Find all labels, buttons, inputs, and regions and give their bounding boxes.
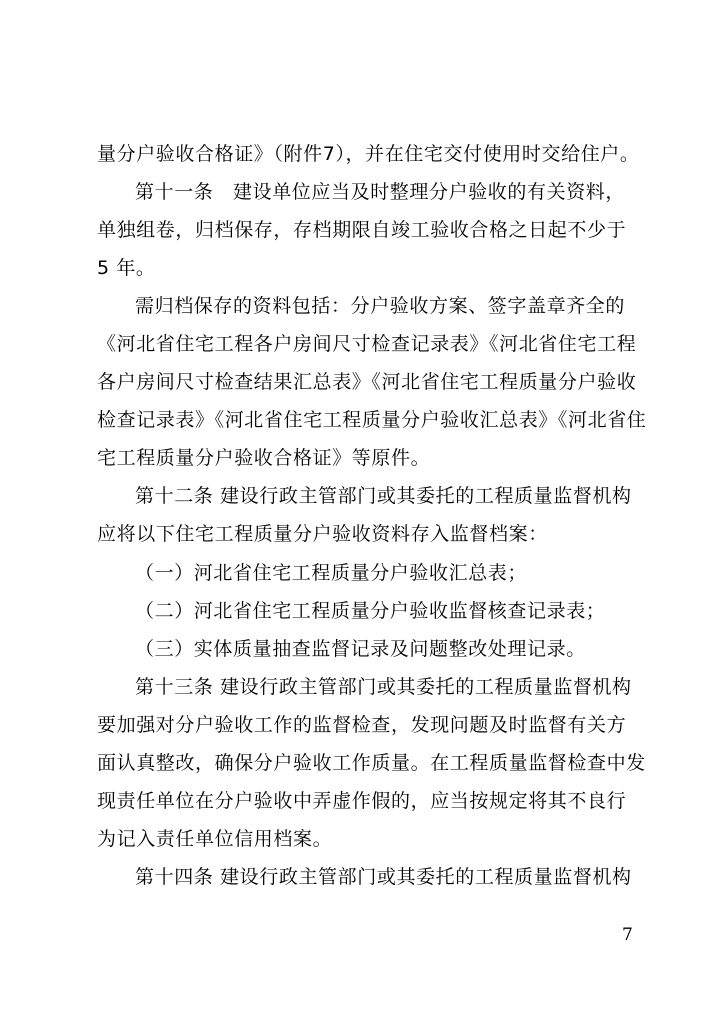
- list-item: （二）河北省住宅工程质量分户验收监督核查记录表；: [135, 600, 606, 622]
- text-line: 第十四条 建设行政主管部门或其委托的工程质量监督机构: [135, 866, 632, 888]
- text-line: 5 年。: [97, 257, 156, 279]
- text-line: 现责任单位在分户验收中弄虚作假的，应当按规定将其不良行: [97, 790, 627, 812]
- text-line: 面认真整改，确保分户验收工作质量。在工程质量监督检查中发: [97, 752, 646, 774]
- text-line: 检查记录表》《河北省住宅工程质量分户验收汇总表》《河北省住: [97, 409, 647, 431]
- page-number: 7: [622, 925, 633, 945]
- text-line: 为记入责任单位信用档案。: [97, 828, 333, 850]
- text-line: 第十一条 建设单位应当及时整理分户验收的有关资料，: [135, 181, 626, 203]
- text-line: 各户房间尺寸检查结果汇总表》《河北省住宅工程质量分户验收: [97, 371, 637, 393]
- text-line: 要加强对分户验收工作的监督检查，发现问题及时监督有关方: [97, 714, 627, 736]
- text-line: 应将以下住宅工程质量分户验收资料存入监督档案：: [97, 523, 548, 545]
- text-line: 第十二条 建设行政主管部门或其委托的工程质量监督机构: [135, 485, 632, 507]
- list-item: （三）实体质量抽查监督记录及问题整改处理记录。: [135, 638, 586, 660]
- text-line: 需归档保存的资料包括：分户验收方案、签字盖章齐全的: [135, 295, 626, 317]
- text-line: 宅工程质量分户验收合格证》等原件。: [97, 447, 431, 469]
- text-line: 《河北省住宅工程各户房间尺寸检查记录表》《河北省住宅工程: [97, 333, 637, 355]
- text-line: 量分户验收合格证》（附件7），并在住宅交付使用时交给住户。: [97, 143, 640, 165]
- list-item: （一）河北省住宅工程质量分户验收汇总表；: [135, 562, 528, 584]
- text-line: 单独组卷，归档保存，存档期限自竣工验收合格之日起不少于: [97, 219, 627, 241]
- text-line: 第十三条 建设行政主管部门或其委托的工程质量监督机构: [135, 676, 632, 698]
